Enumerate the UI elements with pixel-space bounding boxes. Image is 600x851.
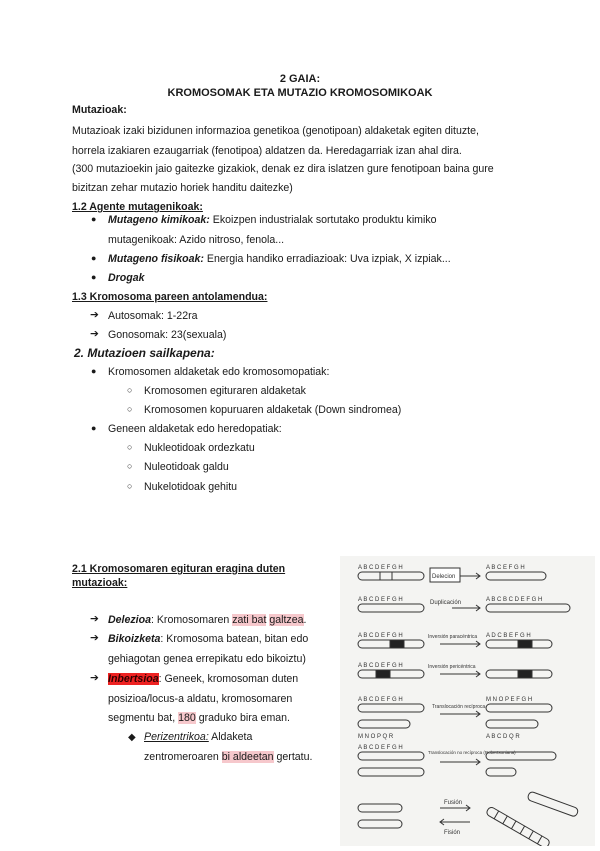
bullet-circle-icon: ○ bbox=[127, 442, 133, 452]
list-subitem: Nukelotidoak gehitu bbox=[144, 481, 238, 493]
label-deletion: Delecion bbox=[432, 574, 456, 580]
list-subitem: Kromosomen kopuruaren aldaketak (Down sindromea) bbox=[144, 404, 402, 416]
list-item-inbertsioa: Inbertsioa: Geneek, kromosoman duten bbox=[108, 673, 299, 685]
gene-label: A D C B E F G H bbox=[486, 633, 531, 639]
arrow-icon: ➔ bbox=[90, 632, 99, 644]
gene-label: A B C D E F G H bbox=[358, 663, 403, 669]
list-item: Mutageno kimikoak: Ekoizpen industrialak sortutako produktu kimiko bbox=[108, 214, 437, 226]
arrow-icon: ➔ bbox=[90, 309, 99, 321]
list-subitem: Nukleotidoak ordezkatu bbox=[144, 442, 255, 454]
list-subitem-perizentrikoa: Perizentrikoa: Aldaketa bbox=[144, 731, 253, 743]
chromosome-mutations-figure bbox=[340, 556, 595, 846]
diamond-bullet-icon: ◆ bbox=[128, 732, 136, 743]
label-translocation: Translocación recíproca bbox=[432, 704, 486, 710]
bullet-dot-icon: ● bbox=[91, 214, 97, 224]
bullet-dot-icon: ● bbox=[91, 423, 97, 433]
title-line-2: KROMOSOMAK ETA MUTAZIO KROMOSOMIKOAK bbox=[167, 87, 433, 99]
label-robertsonian: Translocación no recíproca (Robertsoniana) bbox=[428, 750, 516, 755]
section-1-3-heading: 1.3 Kromosoma pareen antolamendua: bbox=[72, 291, 268, 303]
label-paracentric: Inversión paracéntrica bbox=[428, 634, 478, 640]
list-item-delezioa: Delezioa: Kromosomaren zati bat galtzea. bbox=[108, 614, 307, 626]
list-item: Kromosomen aldaketak edo kromosomopatiak: bbox=[108, 366, 330, 378]
gene-label: A B C B C D E F G H bbox=[486, 597, 543, 603]
bullet-dot-icon: ● bbox=[91, 253, 97, 263]
list-item: Gonosomak: 23(sexuala) bbox=[108, 329, 227, 341]
arrow-icon: ➔ bbox=[90, 613, 99, 625]
list-item: Drogak bbox=[108, 272, 145, 284]
bullet-circle-icon: ○ bbox=[127, 461, 133, 471]
section-1-2-heading: 1.2 Agente mutagenikoak: bbox=[72, 201, 203, 213]
gene-label: A B C E F G H bbox=[486, 565, 525, 571]
list-item-continuation: mutagenikoak: Azido nitroso, fenola... bbox=[108, 234, 285, 246]
gene-label: A B C D E F G H bbox=[358, 597, 403, 603]
gene-label: M N O P Q R bbox=[358, 734, 394, 740]
gene-label: A B C D E F G H bbox=[358, 565, 403, 571]
list-item-continuation: segmentu bat, 180 graduko bira eman. bbox=[108, 712, 291, 724]
list-item: Autosomak: 1-22ra bbox=[108, 310, 198, 322]
intro-line: bizitzan zehar mutazio horiek handitu daitezke) bbox=[72, 182, 293, 194]
list-item: Geneen aldaketak edo heredopatiak: bbox=[108, 423, 282, 435]
bullet-dot-icon: ● bbox=[91, 272, 97, 282]
intro-line: horrela izakiaren ezaugarriak (fenotipoa) aldatzen da. Heredagarriak izan ahal dira. bbox=[72, 145, 462, 157]
gene-label: A B C D E F G H bbox=[358, 745, 403, 751]
bullet-dot-icon: ● bbox=[91, 366, 97, 376]
label-pericentric: Inversión pericéntrica bbox=[428, 664, 476, 670]
gene-label: A B C D Q R bbox=[486, 734, 520, 740]
bullet-circle-icon: ○ bbox=[127, 481, 133, 491]
label-fusion: Fusión bbox=[444, 800, 463, 806]
section-2-1-heading: 2.1 Kromosomaren egituran eragina duten bbox=[72, 563, 286, 575]
list-subitem: Nuleotidoak galdu bbox=[144, 461, 229, 473]
label-duplication: Duplicación bbox=[430, 600, 462, 606]
intro-heading: Mutazioak: bbox=[72, 104, 127, 116]
list-item-continuation: posizioa/locus-a aldatu, kromosomaren bbox=[108, 693, 293, 705]
list-item-continuation: gehiagotan genea errepikatu edo bikoiztu) bbox=[108, 653, 306, 665]
arrow-icon: ➔ bbox=[90, 672, 99, 684]
intro-line: Mutazioak izaki bizidunen informazioa genetikoa (genotipoan) aldaketak egiten dituzte, bbox=[72, 125, 479, 137]
section-2-heading: 2. Mutazioen sailkapena: bbox=[74, 346, 215, 360]
section-2-1-heading-cont: mutazioak: bbox=[72, 577, 128, 589]
list-item: Mutageno fisikoak: Energia handiko erradiazioak: Uva izpiak, X izpiak... bbox=[108, 253, 451, 265]
gene-label: A B C D E F G H bbox=[358, 633, 403, 639]
bullet-circle-icon: ○ bbox=[127, 404, 133, 414]
arrow-icon: ➔ bbox=[90, 328, 99, 340]
bullet-circle-icon: ○ bbox=[127, 385, 133, 395]
list-item-bikoizketa: Bikoizketa: Kromosoma batean, bitan edo bbox=[108, 633, 309, 645]
gene-label: A B C D E F G H bbox=[358, 697, 403, 703]
list-subitem: Kromosomen egituraren aldaketak bbox=[144, 385, 306, 397]
intro-line: (300 mutazioekin jaio gaitezke gizakiok, denak ez dira islatzen gure fenotipoan baina gure bbox=[72, 163, 494, 175]
gene-label: M N O P E F G H bbox=[486, 697, 533, 703]
list-subitem-continuation: zentromeroaren bi aldeetan gertatu. bbox=[144, 751, 313, 763]
chromosome-diagram bbox=[340, 556, 595, 846]
label-fission: Fisión bbox=[444, 830, 461, 836]
title-line-1: 2 GAIA: bbox=[279, 73, 321, 85]
